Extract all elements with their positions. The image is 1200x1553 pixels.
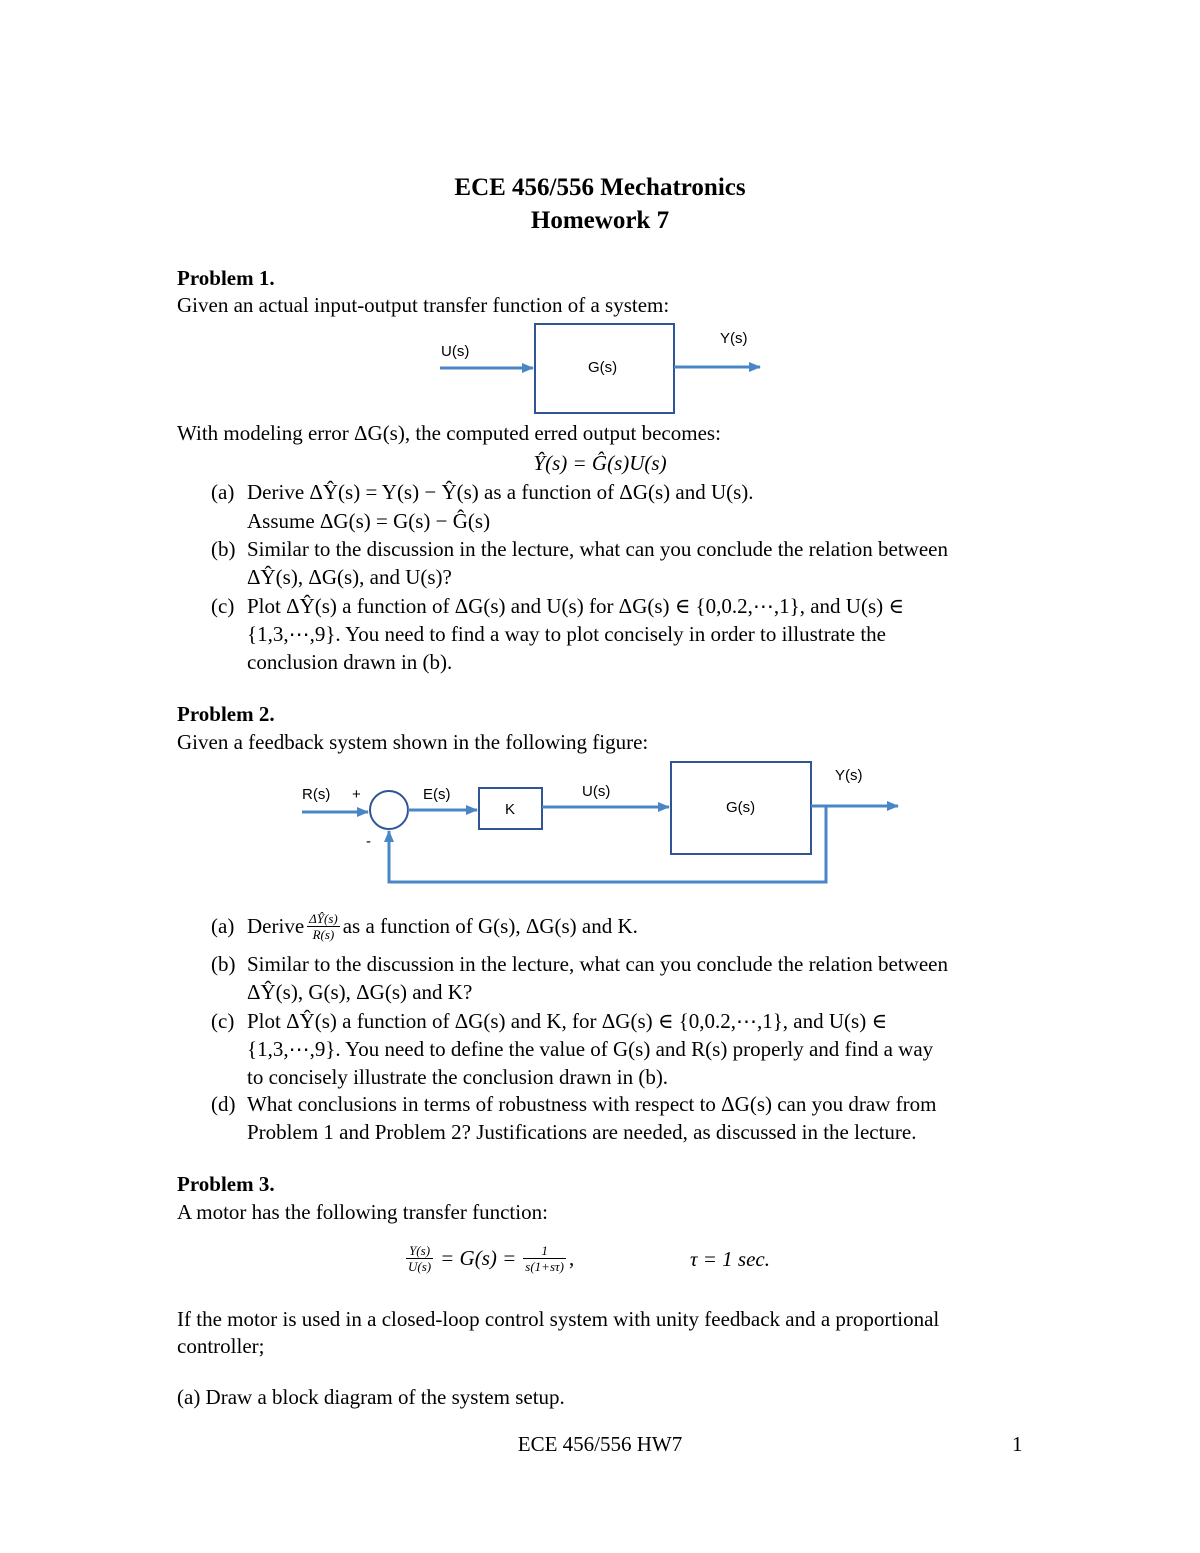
- p2-part-d-marker: (d): [211, 1092, 236, 1116]
- p2-part-c-line2: {1,3,⋯,9}. You need to define the value of G(s) and R(s) properly and find a way: [247, 1037, 934, 1061]
- diagram2-plus-sign: +: [352, 786, 361, 803]
- p2-part-a-fraction: [307, 911, 340, 942]
- problem1-intro: Given an actual input-output transfer function of a system:: [177, 293, 670, 317]
- eq-comma: ,: [568, 1245, 575, 1270]
- diagram1-output-label: Y(s): [720, 330, 748, 347]
- p2-part-a-line: [247, 900, 638, 952]
- p2-fraction-numerator: ΔŶ(s): [309, 910, 338, 926]
- diagram2-minus-sign: -: [366, 833, 371, 850]
- footer-title: ECE 456/556 HW7: [517, 1432, 683, 1456]
- document-title: ECE 456/556 Mechatronics: [454, 174, 746, 201]
- problem3-para-line2: controller;: [177, 1334, 265, 1358]
- diagram1-input-label: U(s): [441, 343, 470, 360]
- p2-part-d-line1: What conclusions in terms of robustness with respect to ΔG(s) can you draw from: [247, 1092, 937, 1116]
- p2-fraction-denominator: R(s): [312, 926, 335, 942]
- problem3-equation: [403, 1234, 574, 1282]
- diagram1-block-label: G(s): [588, 359, 618, 376]
- p1-part-b-marker: (b): [211, 537, 236, 561]
- p2-part-c-line1: Plot ΔŶ(s) a function of ΔG(s) and K, for ΔG(s) ∈ {0,0.2,⋯,1}, and U(s) ∈: [247, 1009, 887, 1033]
- problem1-heading: Problem 1.: [177, 266, 275, 290]
- p1-part-c-line1: Plot ΔŶ(s) a function of ΔG(s) and U(s) for ΔG(s) ∈ {0,0.2,⋯,1}, and U(s) ∈: [247, 594, 904, 618]
- eq-lhs-fraction: [406, 1243, 433, 1274]
- problem3-intro: A motor has the following transfer function:: [177, 1200, 548, 1224]
- problem1-equation: Ŷ(s) = Ĝ(s)U(s): [533, 451, 667, 475]
- p2-part-b-line1: Similar to the discussion in the lecture, what can you conclude the relation between: [247, 952, 948, 976]
- problem3-para-line1: If the motor is used in a closed-loop control system with unity feedback and a proportional: [177, 1307, 940, 1331]
- page-number: 1: [1012, 1432, 1023, 1456]
- problem3-tau: τ = 1 sec.: [690, 1247, 771, 1271]
- diagram2-error-label: E(s): [423, 786, 451, 803]
- p2-part-d-line2: Problem 1 and Problem 2? Justifications are needed, as discussed in the lecture.: [247, 1120, 917, 1144]
- problem3-part-a: (a) Draw a block diagram of the system setup.: [177, 1385, 565, 1409]
- diagram2-control-label: U(s): [582, 783, 611, 800]
- p1-part-b-line1: Similar to the discussion in the lecture, what can you conclude the relation between: [247, 537, 948, 561]
- diagram2-gain-label: K: [505, 801, 516, 818]
- eq-lhs-denominator: U(s): [408, 1258, 432, 1274]
- document-subtitle: Homework 7: [530, 207, 670, 234]
- p1-part-c-line3: conclusion drawn in (b).: [247, 650, 453, 674]
- summing-junction: [370, 791, 408, 829]
- diagram2-plant-label: G(s): [726, 799, 756, 816]
- p2-part-b-line2: ΔŶ(s), G(s), ΔG(s) and K?: [247, 980, 473, 1004]
- eq-rhs-denominator: s(1+sτ): [525, 1258, 564, 1274]
- p2-part-c-marker: (c): [211, 1009, 235, 1033]
- eq-rhs-fraction: [523, 1243, 566, 1274]
- problem2-heading: Problem 2.: [177, 702, 275, 726]
- p1-part-c-line2: {1,3,⋯,9}. You need to find a way to plot concisely in order to illustrate the: [247, 622, 886, 646]
- p2-part-b-marker: (b): [211, 952, 236, 976]
- p2-part-c-line3: to concisely illustrate the conclusion drawn in (b).: [247, 1065, 669, 1089]
- eq-lhs-numerator: Y(s): [406, 1243, 433, 1259]
- p2-part-a-marker: (a): [211, 914, 235, 938]
- problem2-intro: Given a feedback system shown in the following figure:: [177, 730, 649, 754]
- eq-rhs-numerator: 1: [523, 1243, 566, 1259]
- p1-part-a-line1: Derive ΔŶ(s) = Y(s) − Ŷ(s) as a function of ΔG(s) and U(s).: [247, 480, 754, 504]
- p2-part-a-suffix: as a function of G(s), ΔG(s) and K.: [342, 913, 638, 938]
- problem1-error-text: With modeling error ΔG(s), the computed erred output becomes:: [177, 421, 721, 445]
- p1-part-c-marker: (c): [211, 594, 235, 618]
- diagram2-output-label: Y(s): [835, 767, 863, 784]
- problem3-heading: Problem 3.: [177, 1172, 275, 1196]
- p1-part-b-line2: ΔŶ(s), ΔG(s), and U(s)?: [247, 565, 452, 589]
- diagram2-reference-label: R(s): [302, 786, 331, 803]
- eq-middle: = G(s) =: [440, 1245, 517, 1270]
- p1-part-a-line2: Assume ΔG(s) = G(s) − Ĝ(s): [247, 509, 491, 533]
- p2-part-a-prefix: Derive: [247, 913, 305, 938]
- p1-part-a-marker: (a): [211, 480, 235, 504]
